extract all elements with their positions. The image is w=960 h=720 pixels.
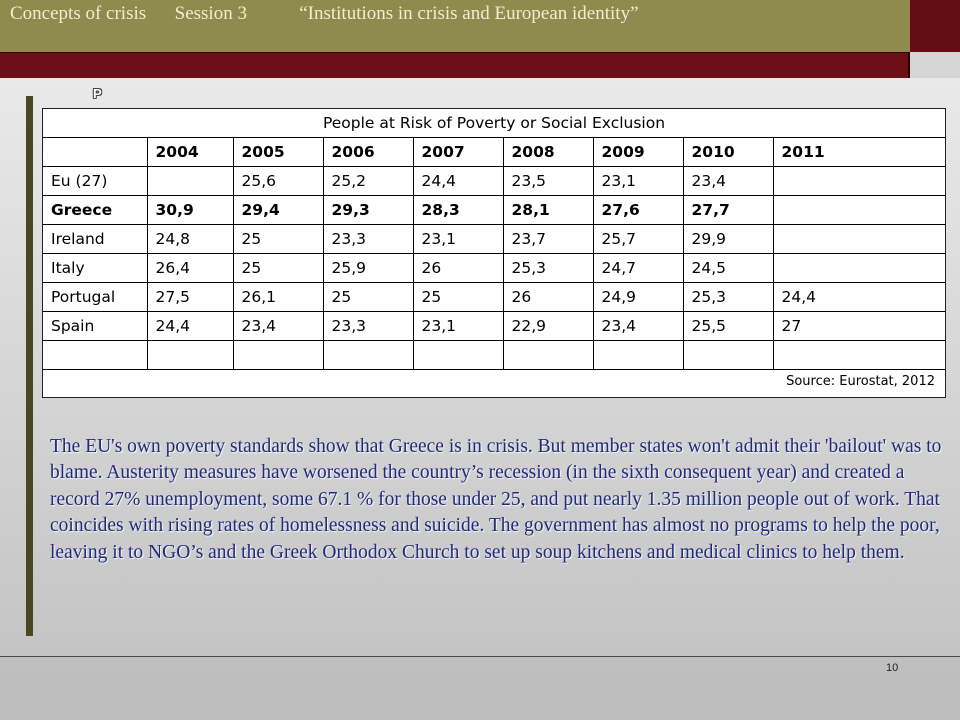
row-label: Portugal bbox=[43, 283, 147, 312]
table-cell bbox=[147, 167, 233, 196]
table-cell: 26 bbox=[503, 283, 593, 312]
table-cell: 25 bbox=[323, 283, 413, 312]
table-cell-empty bbox=[503, 341, 593, 370]
table-cell: 24,4 bbox=[147, 312, 233, 341]
poverty-table bbox=[43, 109, 945, 370]
table-row bbox=[43, 167, 945, 196]
table-cell-empty bbox=[593, 341, 683, 370]
table-cell-empty bbox=[683, 341, 773, 370]
band-corner-block bbox=[910, 52, 960, 78]
table-cell: 25,2 bbox=[323, 167, 413, 196]
year-header: 2007 bbox=[413, 138, 503, 167]
table-cell: 23,3 bbox=[323, 225, 413, 254]
table-cell: 29,3 bbox=[323, 196, 413, 225]
table-row bbox=[43, 196, 945, 225]
table-cell: 23,1 bbox=[413, 225, 503, 254]
slide-header bbox=[0, 0, 910, 53]
table-cell: 27,5 bbox=[147, 283, 233, 312]
table-cell: 25 bbox=[233, 254, 323, 283]
table-cell: 29,9 bbox=[683, 225, 773, 254]
table-cell: 23,1 bbox=[413, 312, 503, 341]
table-cell: 28,1 bbox=[503, 196, 593, 225]
table-cell: 26 bbox=[413, 254, 503, 283]
table-cell: 29,4 bbox=[233, 196, 323, 225]
table-cell: 23,3 bbox=[323, 312, 413, 341]
row-label: Greece bbox=[43, 196, 147, 225]
row-label: Eu (27) bbox=[43, 167, 147, 196]
table-header-row bbox=[43, 138, 945, 167]
table-cell bbox=[773, 196, 945, 225]
table-cell: 25,3 bbox=[683, 283, 773, 312]
bullet-mark: P bbox=[93, 86, 102, 101]
table-cell bbox=[773, 254, 945, 283]
table-source: Source: Eurostat, 2012 bbox=[786, 374, 935, 389]
table-cell: 23,5 bbox=[503, 167, 593, 196]
table-row-empty bbox=[43, 341, 945, 370]
table-cell: 25,5 bbox=[683, 312, 773, 341]
table-title-row bbox=[43, 109, 945, 138]
table-cell: 25 bbox=[413, 283, 503, 312]
table-row bbox=[43, 225, 945, 254]
table-cell: 23,4 bbox=[233, 312, 323, 341]
table-cell: 24,7 bbox=[593, 254, 683, 283]
row-label: Italy bbox=[43, 254, 147, 283]
table-cell: 27,6 bbox=[593, 196, 683, 225]
table-row bbox=[43, 283, 945, 312]
table-cell: 25 bbox=[233, 225, 323, 254]
table-cell: 25,3 bbox=[503, 254, 593, 283]
table-title: People at Risk of Poverty or Social Exclusion bbox=[43, 109, 945, 138]
table-cell bbox=[773, 225, 945, 254]
table-cell: 27 bbox=[773, 312, 945, 341]
year-header: 2011 bbox=[773, 138, 945, 167]
row-label: Spain bbox=[43, 312, 147, 341]
table-cell-empty bbox=[147, 341, 233, 370]
table-cell: 22,9 bbox=[503, 312, 593, 341]
table-cell: 23,1 bbox=[593, 167, 683, 196]
table-cell: 24,5 bbox=[683, 254, 773, 283]
table-cell: 27,7 bbox=[683, 196, 773, 225]
table-cell: 28,3 bbox=[413, 196, 503, 225]
table-cell: 23,7 bbox=[503, 225, 593, 254]
table-cell-empty bbox=[773, 341, 945, 370]
poverty-table-image bbox=[42, 108, 946, 398]
row-label: Ireland bbox=[43, 225, 147, 254]
table-cell: 30,9 bbox=[147, 196, 233, 225]
table-cell bbox=[773, 167, 945, 196]
year-header: 2009 bbox=[593, 138, 683, 167]
table-row bbox=[43, 254, 945, 283]
table-cell: 23,4 bbox=[593, 312, 683, 341]
table-row bbox=[43, 312, 945, 341]
table-cell-empty bbox=[43, 341, 147, 370]
header-cell-empty bbox=[43, 138, 147, 167]
table-cell: 26,1 bbox=[233, 283, 323, 312]
table-cell: 25,6 bbox=[233, 167, 323, 196]
year-header: 2004 bbox=[147, 138, 233, 167]
year-header: 2008 bbox=[503, 138, 593, 167]
table-cell: 26,4 bbox=[147, 254, 233, 283]
slide-title: Concepts of crisis Session 3 “Institutions in crisis and European identity” bbox=[10, 3, 639, 24]
year-header: 2006 bbox=[323, 138, 413, 167]
table-cell: 24,9 bbox=[593, 283, 683, 312]
table-cell-empty bbox=[323, 341, 413, 370]
table-cell: 25,9 bbox=[323, 254, 413, 283]
table-cell: 24,4 bbox=[413, 167, 503, 196]
table-cell: 24,4 bbox=[773, 283, 945, 312]
header-corner-block bbox=[910, 0, 960, 52]
table-cell: 23,4 bbox=[683, 167, 773, 196]
table-cell-empty bbox=[233, 341, 323, 370]
year-header: 2005 bbox=[233, 138, 323, 167]
header-band bbox=[0, 52, 908, 79]
table-cell: 24,8 bbox=[147, 225, 233, 254]
table-cell: 25,7 bbox=[593, 225, 683, 254]
body-paragraph: The EU's own poverty standards show that Greece is in crisis. But member states won't admit their 'bailout' was to blame. Austerity measures have worsened the country’s recession (in the sixth consequent year) and created a record 27% unemployment, some 67.1 % for those under 25, and put nearly 1.35 million people out of work. That coincides with rising rates of homelessness and suicide. The government has almost no programs to help the poor, leaving it to NGO’s and the Greek Orthodox Church to set up soup kitchens and medical clinics to help them. bbox=[50, 436, 942, 563]
page-number: 10 bbox=[886, 662, 899, 674]
year-header: 2010 bbox=[683, 138, 773, 167]
table-cell-empty bbox=[413, 341, 503, 370]
left-accent-bar bbox=[26, 96, 33, 636]
